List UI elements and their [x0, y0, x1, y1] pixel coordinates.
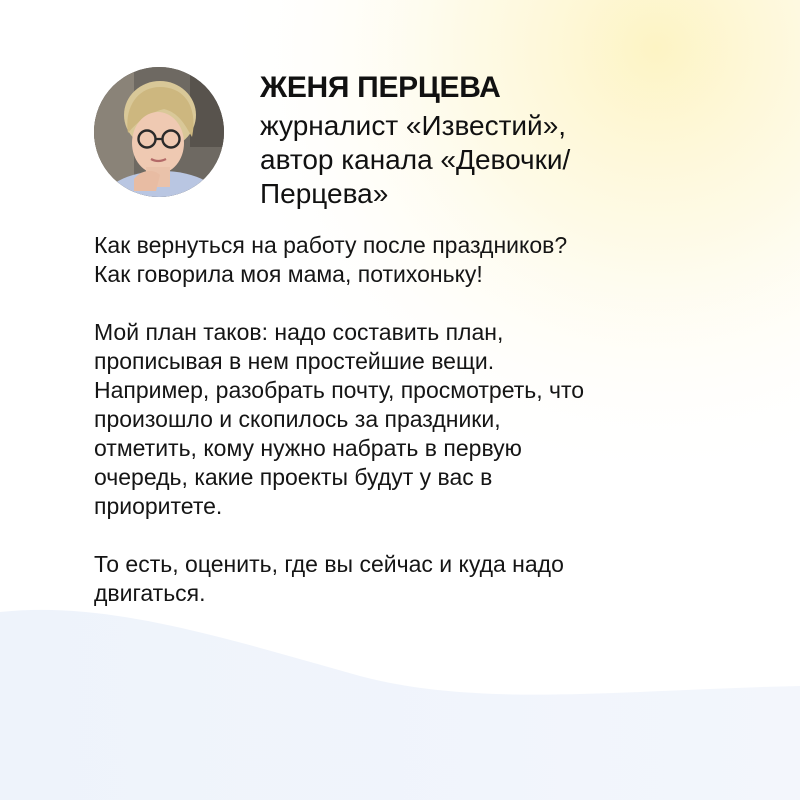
text-line: прописывая в нем простейшие вещи.	[94, 348, 495, 374]
author-role	[260, 109, 740, 211]
author-portrait	[94, 67, 224, 197]
author-name: ЖЕНЯ ПЕРЦЕВА	[260, 71, 501, 104]
author-avatar	[94, 67, 224, 197]
author-role-line: журналист «Известий»,	[260, 110, 567, 141]
text-line: двигаться.	[94, 580, 206, 606]
paragraph	[94, 231, 734, 289]
text-line: Как говорила моя мама, потихоньку!	[94, 261, 483, 287]
author-info	[260, 70, 740, 211]
text-line: То есть, оценить, где вы сейчас и куда надо	[94, 551, 564, 577]
paragraph	[94, 550, 734, 608]
quote-text	[94, 231, 734, 637]
author-role-line: Перцева»	[260, 178, 389, 209]
text-line: произошло и скопилось за праздники,	[94, 406, 501, 432]
text-line: Мой план таков: надо составить план,	[94, 319, 504, 345]
text-line: очередь, какие проекты будут у вас в	[94, 464, 493, 490]
text-line: отметить, кому нужно набрать в первую	[94, 435, 522, 461]
text-line: Например, разобрать почту, просмотреть, что	[94, 377, 585, 403]
paragraph	[94, 318, 734, 521]
author-role-line: автор канала «Девочки/	[260, 144, 571, 175]
text-line: приоритете.	[94, 493, 223, 519]
text-line: Как вернуться на работу после праздников?	[94, 232, 568, 258]
